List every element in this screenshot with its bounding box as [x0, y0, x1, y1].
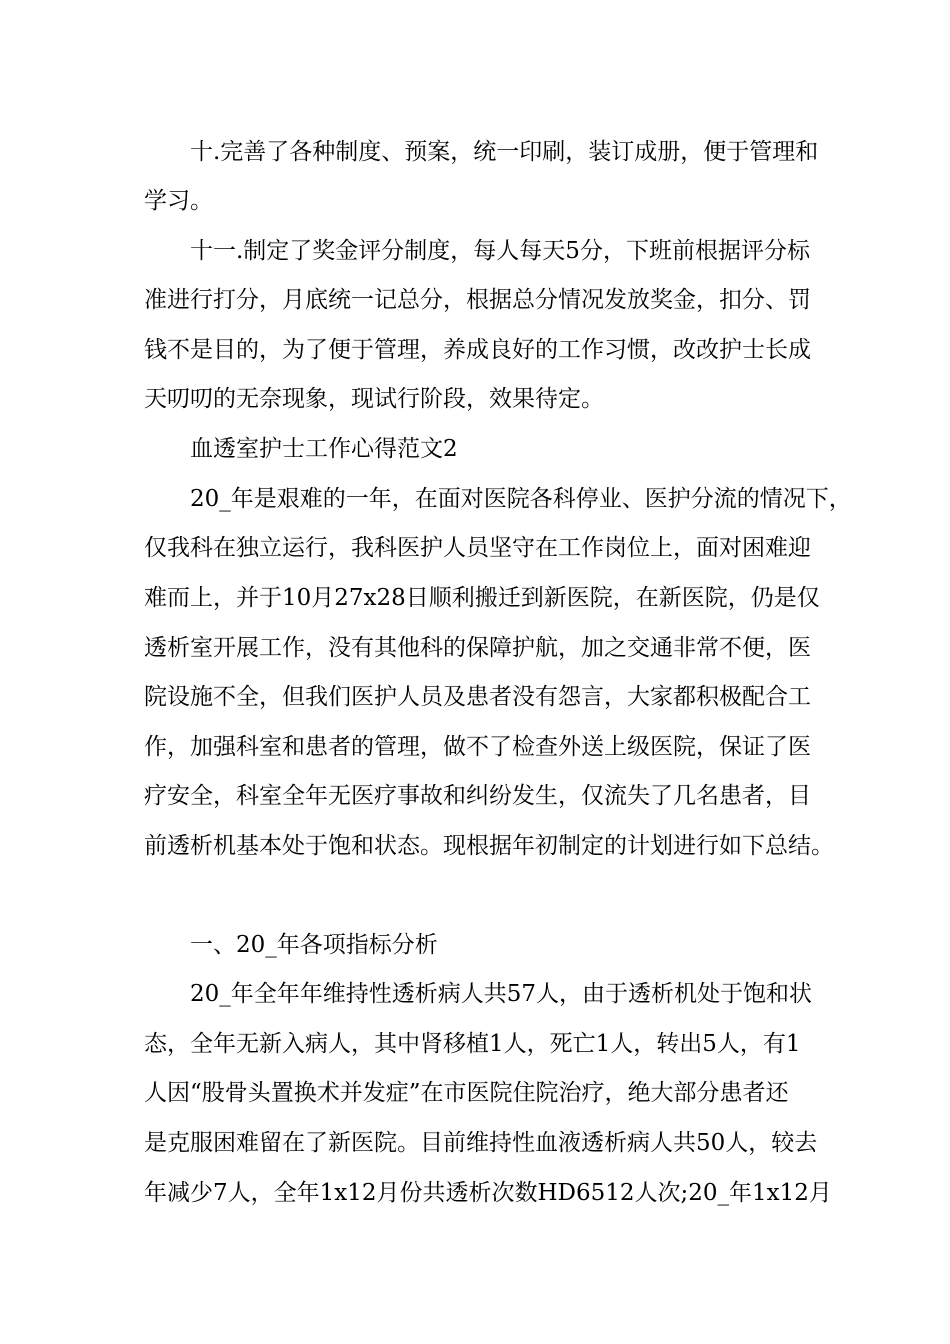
- paragraph-11-line-4: 天叨叨的无奈现象，现试行阶段，效果待定。: [144, 386, 604, 412]
- paragraph-stats-line-4: 是克服困难留在了新医院。目前维持性血液透析病人共50人，较去: [144, 1130, 818, 1156]
- paragraph-11-line-2: 准进行打分，月底统一记总分，根据总分情况发放奖金，扣分、罚: [144, 287, 811, 313]
- subsection-heading: 一、20_年各项指标分析: [190, 932, 438, 958]
- paragraph-intro-line-4: 透析室开展工作，没有其他科的保障护航，加之交通非常不便，医: [144, 635, 811, 661]
- paragraph-stats-line-2: 态，全年无新入病人，其中肾移植1人，死亡1人，转出5人，有1: [144, 1031, 801, 1057]
- paragraph-stats-line-1: 20_年全年年维持性透析病人共57人，由于透析机处于饱和状: [190, 981, 813, 1007]
- paragraph-11-line-3: 钱不是目的，为了便于管理，养成良好的工作习惯，改改护士长成: [144, 337, 811, 363]
- paragraph-10-line-2: 学习。: [144, 188, 213, 214]
- paragraph-stats-line-5: 年减少7人，全年1x12月份共透析次数HD6512人次;20_年1x12月: [144, 1180, 832, 1206]
- section-heading: 血透室护士工作心得范文2: [190, 436, 458, 462]
- paragraph-10-line-1: 十.完善了各种制度、预案，统一印刷，装订成册，便于管理和: [190, 139, 819, 165]
- paragraph-intro-line-8: 前透析机基本处于饱和状态。现根据年初制定的计划进行如下总结。: [144, 833, 834, 859]
- paragraph-intro-line-2: 仅我科在独立运行，我科医护人员坚守在工作岗位上，面对困难迎: [144, 535, 811, 561]
- paragraph-stats-line-3: 人因“股骨头置换术并发症”在市医院住院治疗，绝大部分患者还: [144, 1080, 789, 1106]
- paragraph-intro-line-1: 20_年是艰难的一年，在面对医院各科停业、医护分流的情况下，: [190, 486, 852, 512]
- paragraph-11-line-1: 十一.制定了奖金评分制度，每人每天5分，下班前根据评分标: [190, 238, 810, 264]
- paragraph-intro-line-5: 院设施不全，但我们医护人员及患者没有怨言，大家都积极配合工: [144, 684, 811, 710]
- paragraph-intro-line-6: 作，加强科室和患者的管理，做不了检查外送上级医院，保证了医: [144, 734, 811, 760]
- paragraph-intro-line-3: 难而上，并于10月27x28日顺利搬迁到新医院，在新医院，仍是仅: [144, 585, 820, 611]
- paragraph-intro-line-7: 疗安全，科室全年无医疗事故和纠纷发生，仅流失了几名患者，目: [144, 783, 811, 809]
